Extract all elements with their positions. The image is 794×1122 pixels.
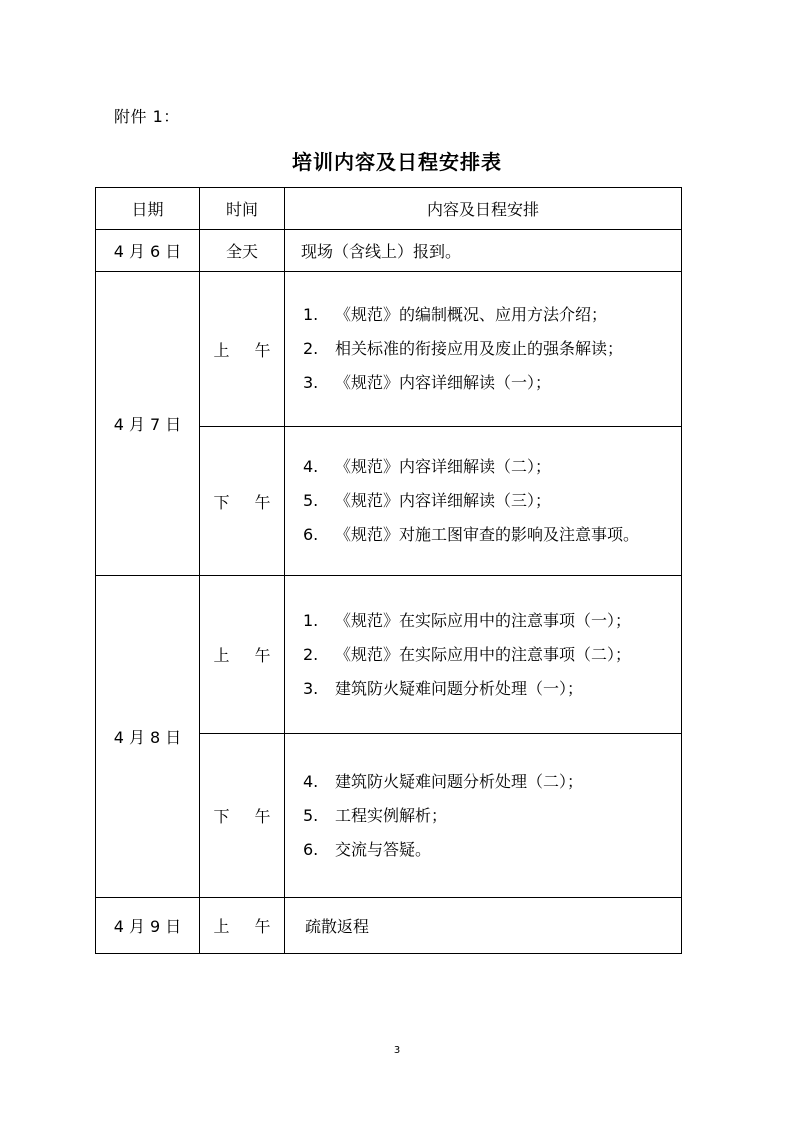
time-cell bbox=[200, 427, 285, 576]
time-cell bbox=[200, 272, 285, 427]
list-item: 2. 《规范》在实际应用中的注意事项（二）； bbox=[303, 644, 632, 664]
content-cell: 疏散返程 bbox=[285, 898, 682, 954]
content-cell bbox=[285, 272, 682, 427]
time-label: 上 午 bbox=[213, 340, 281, 360]
date-cell: 4 月 9 日 bbox=[96, 898, 200, 954]
list-item: 3. 建筑防火疑难问题分析处理（一）； bbox=[303, 678, 584, 698]
time-cell bbox=[200, 898, 285, 954]
list-item: 5. 《规范》内容详细解读（三）； bbox=[303, 491, 552, 510]
header-content: 内容及日程安排 bbox=[285, 188, 682, 230]
list-item: 4. 《规范》内容详细解读（二）； bbox=[303, 457, 552, 476]
page-title: 培训内容及日程安排表 bbox=[292, 150, 502, 174]
time-label: 下 午 bbox=[213, 492, 281, 512]
content-cell bbox=[285, 734, 682, 898]
time-label: 下 午 bbox=[213, 807, 281, 826]
time-cell bbox=[200, 734, 285, 898]
list-item: 3. 《规范》内容详细解读（一）； bbox=[303, 373, 552, 392]
list-item: 5. 工程实例解析； bbox=[303, 805, 448, 825]
content-cell: 现场（含线上）报到。 bbox=[285, 230, 682, 272]
time-cell bbox=[200, 576, 285, 734]
date-cell: 4 月 7 日 bbox=[96, 272, 200, 576]
list-item: 1. 《规范》的编制概况、应用方法介绍； bbox=[303, 305, 608, 324]
list-item: 4. 建筑防火疑难问题分析处理（二）； bbox=[303, 771, 584, 791]
list-item: 1. 《规范》在实际应用中的注意事项（一）； bbox=[303, 610, 632, 630]
date-cell: 4 月 6 日 bbox=[96, 230, 200, 272]
list-item: 6. 交流与答疑。 bbox=[303, 839, 432, 859]
table-row bbox=[96, 576, 682, 734]
table-row bbox=[96, 230, 682, 272]
page-number: 3 bbox=[393, 1045, 401, 1056]
attachment-label: 附件 1： bbox=[114, 107, 180, 126]
schedule-table bbox=[95, 187, 682, 954]
time-cell: 全天 bbox=[200, 230, 285, 272]
table-row bbox=[96, 272, 682, 427]
table-row bbox=[96, 898, 682, 954]
header-date: 日期 bbox=[96, 188, 200, 230]
date-cell: 4 月 8 日 bbox=[96, 576, 200, 898]
content-cell bbox=[285, 427, 682, 576]
content-cell bbox=[285, 576, 682, 734]
time-label: 上 午 bbox=[213, 646, 281, 665]
header-time: 时间 bbox=[200, 188, 285, 230]
list-item: 2. 相关标准的衔接应用及废止的强条解读； bbox=[303, 339, 624, 358]
list-item: 6. 《规范》对施工图审查的影响及注意事项。 bbox=[303, 525, 640, 544]
table-header-row bbox=[96, 188, 682, 230]
time-label: 上 午 bbox=[213, 917, 281, 936]
